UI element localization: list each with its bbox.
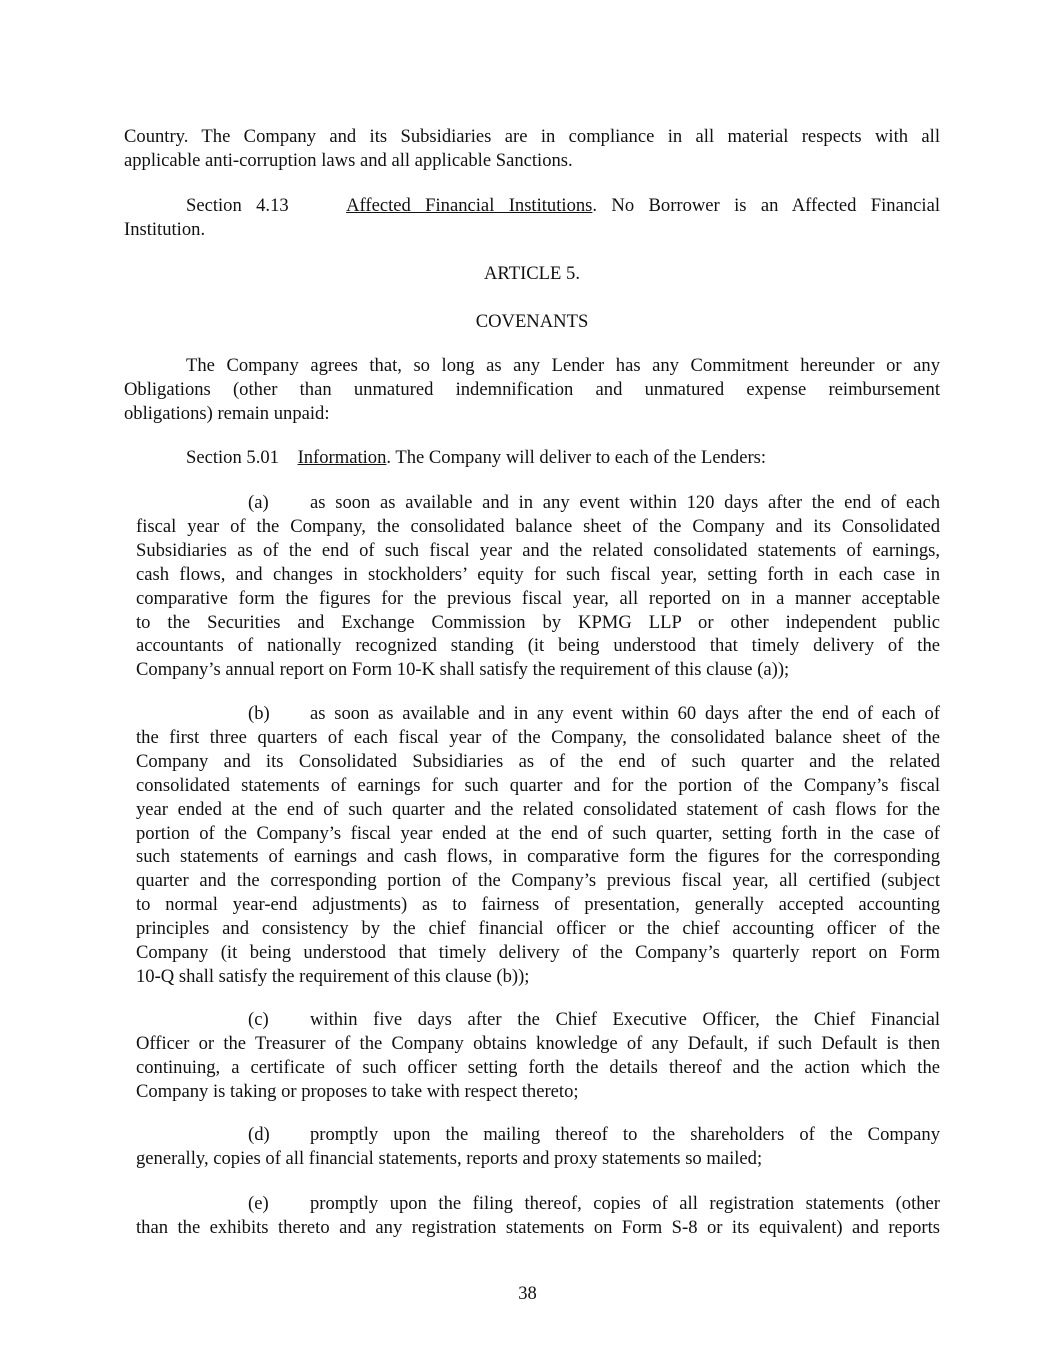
text-line: applicable anti-corruption laws and all applicable Sanctions. [124, 149, 573, 171]
article-title: ARTICLE 5. [484, 263, 580, 284]
clause-first-line: (b) as soon as available and in any event within 60 days after the end of each of [248, 703, 940, 724]
text-line: Country. The Company and its Subsidiaries are in compliance in all material respects with all [124, 126, 940, 147]
clause-tag: (d) [248, 1124, 270, 1145]
clause-d [136, 1123, 940, 1171]
clause-tag: (b) [248, 703, 270, 724]
section-5-01 [124, 446, 940, 470]
text-line: Officer or the Treasurer of the Company obtains knowledge of any Default, if such Default is then [136, 1032, 940, 1054]
text-line: to normal year-end adjustments) as to fairness of presentation, generally accepted accounting [136, 894, 940, 916]
article-subtitle: COVENANTS [475, 311, 589, 332]
text-line: Company’s annual report on Form 10-K shall satisfy the requirement of this clause (a)); [136, 659, 790, 681]
text-line: accountants of nationally recognized standing (it being understood that timely delivery of the [136, 635, 940, 657]
intro-paragraph [124, 125, 940, 173]
section-number: Section 4.13 [186, 195, 289, 216]
text-line: cash flows, and changes in stockholders’ equity for such fiscal year, setting forth in each case in [136, 563, 940, 585]
section-4-13-first-line [124, 194, 940, 218]
text-line: Company (it being understood that timely delivery of the Company’s quarterly report on Form [136, 942, 940, 964]
text-line: generally, copies of all financial statements, reports and proxy statements so mailed; [136, 1147, 763, 1169]
clause-tag: (c) [248, 1009, 269, 1030]
text-line: 10-Q shall satisfy the requirement of this clause (b)); [136, 965, 530, 987]
section-5-01-line [124, 446, 940, 470]
text-line: the first three quarters of each fiscal year of the Company, the consolidated balance sheet of the [136, 726, 940, 748]
clause-first-line: (c) within five days after the Chief Executive Officer, the Chief Financial [248, 1009, 940, 1030]
text-line: principles and consistency by the chief financial officer or the chief accounting officer of the [136, 918, 940, 940]
section-number: Section 5.01 [186, 447, 279, 468]
section-text: . The Company will deliver to each of the Lenders: [386, 447, 767, 468]
text-line: such statements of earnings and cash flows, in comparative form the figures for the corresponding [136, 846, 940, 868]
text-line: quarter and the corresponding portion of the Company’s previous fiscal year, all certified (subject [136, 870, 940, 892]
text-line: The Company agrees that, so long as any Lender has any Commitment hereunder or any [186, 355, 940, 376]
text-line: consolidated statements of earnings for such quarter and for the portion of the Company’s fiscal [136, 774, 940, 796]
text-line: fiscal year of the Company, the consolidated balance sheet of the Company and its Consolidated [136, 515, 940, 537]
text-line: continuing, a certificate of such officer setting forth the details thereof and the action which the [136, 1056, 940, 1078]
clause-e [136, 1192, 940, 1240]
text-line: to the Securities and Exchange Commission by KPMG LLP or other independent public [136, 611, 940, 633]
preamble-paragraph [124, 354, 940, 426]
text-line: obligations) remain unpaid: [124, 402, 330, 424]
section-text: . No Borrower is an Affected Financial [592, 195, 940, 216]
text-line: portion of the Company’s fiscal year ended at the end of such quarter, setting forth in the case of [136, 822, 940, 844]
clause-c [136, 1008, 940, 1104]
clause-tag: (a) [248, 492, 269, 513]
text-line: Company is taking or proposes to take with respect thereto; [136, 1080, 579, 1102]
text-line: Company and its Consolidated Subsidiaries as of the end of such quarter and the related [136, 750, 940, 772]
page-number: 38 [518, 1283, 537, 1304]
section-heading: Affected Financial Institutions [346, 195, 593, 216]
clause-first-line: (a) as soon as available and in any event within 120 days after the end of each [248, 492, 940, 513]
clause-first-line: (d) promptly upon the mailing thereof to the shareholders of the Company [248, 1124, 940, 1145]
section-heading: Information [297, 447, 387, 468]
clause-a [136, 491, 940, 682]
text-line: Obligations (other than unmatured indemnification and unmatured expense reimbursement [124, 378, 940, 400]
clause-tag: (e) [248, 1193, 269, 1214]
section-4-13 [124, 194, 940, 242]
text-line: Institution. [124, 218, 206, 240]
text-line: than the exhibits thereto and any registration statements on Form S-8 or its equivalent) and reports [136, 1216, 940, 1238]
text-line: comparative form the figures for the previous fiscal year, all reported on in a manner acceptable [136, 587, 940, 609]
text-line: Subsidiaries as of the end of such fiscal year and the related consolidated statements of earnings, [136, 539, 940, 561]
clause-b [136, 702, 940, 989]
text-line: year ended at the end of such quarter and the related consolidated statement of cash flows for the [136, 798, 940, 820]
clause-first-line: (e) promptly upon the filing thereof, copies of all registration statements (other [248, 1193, 940, 1214]
